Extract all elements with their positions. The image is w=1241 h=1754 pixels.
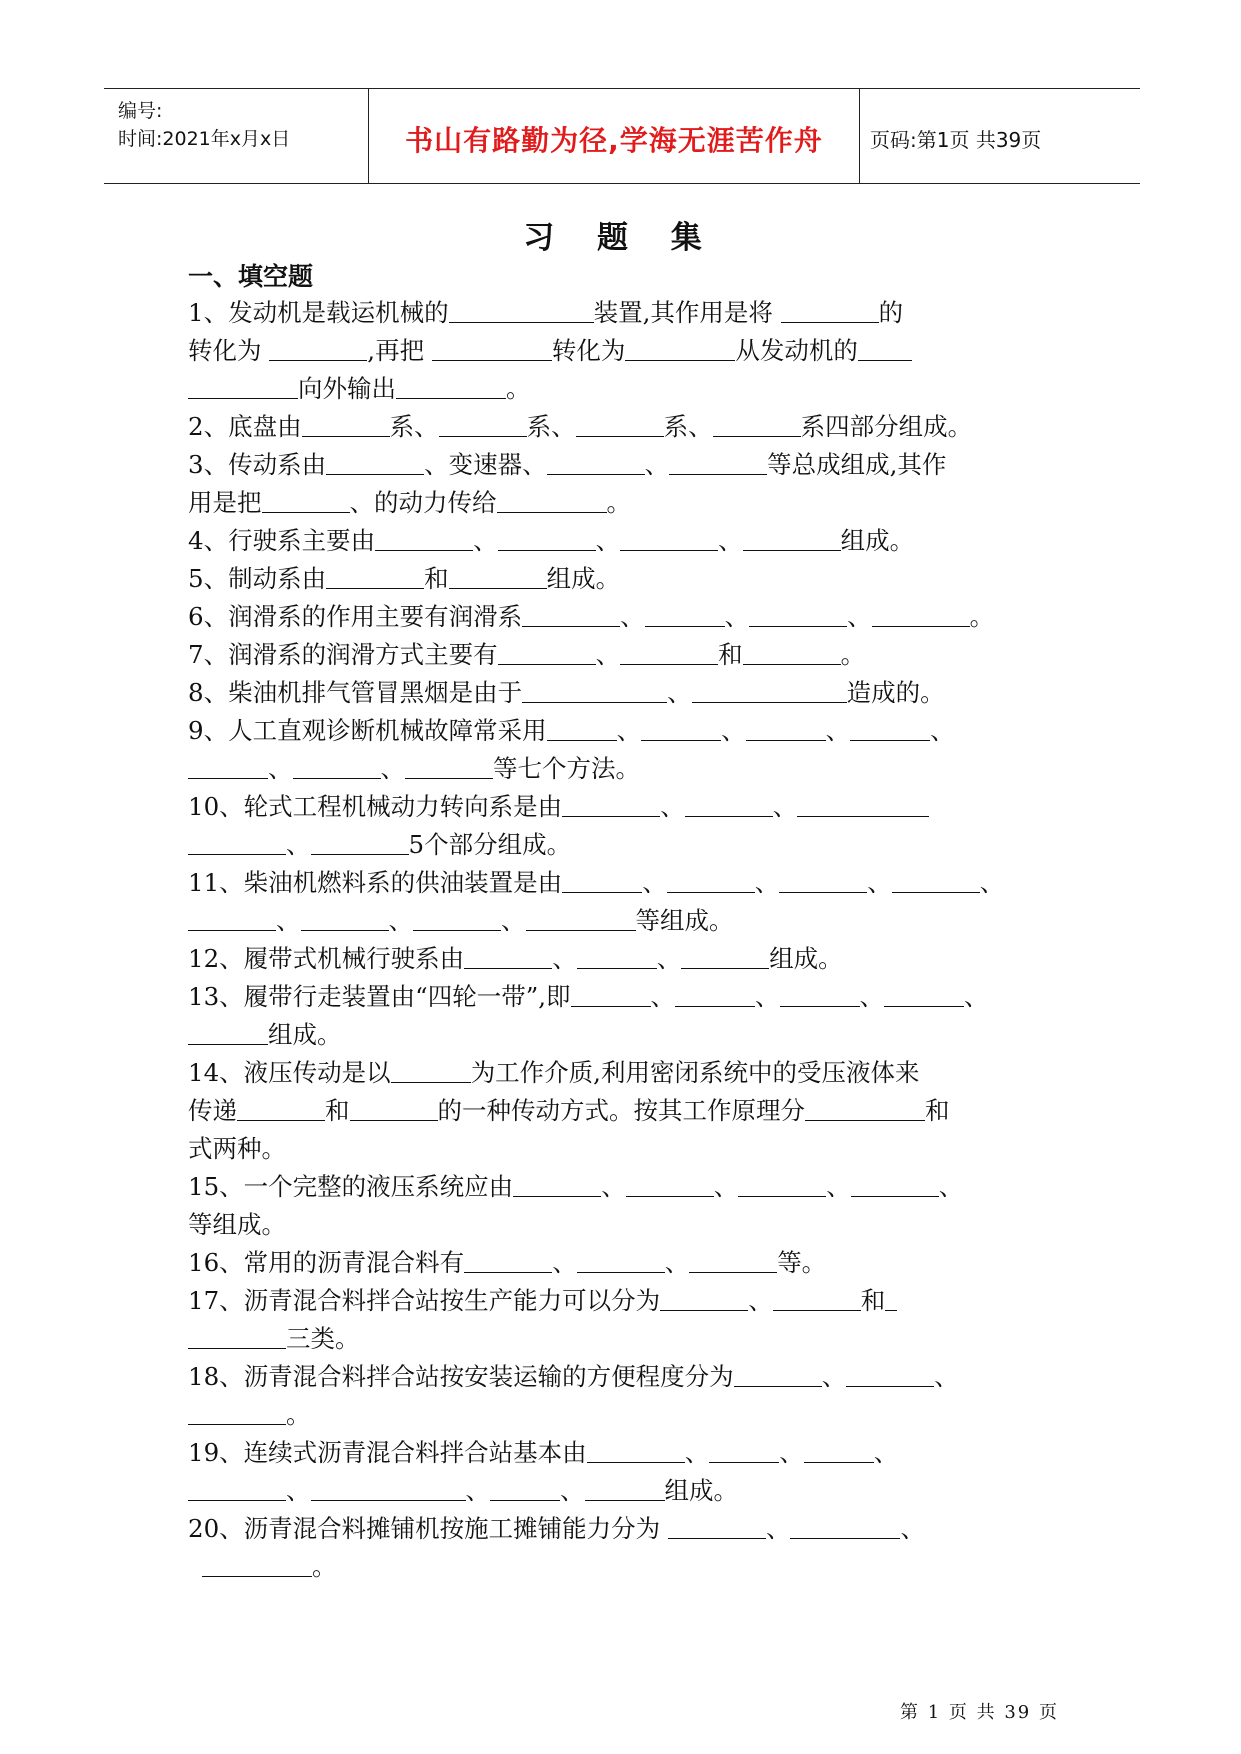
question-text: 等七个方法。 <box>493 754 640 783</box>
answer-blank[interactable] <box>237 1096 325 1121</box>
answer-blank[interactable] <box>375 526 473 551</box>
question-line <box>188 560 1088 598</box>
question-text: 。 <box>286 1400 311 1429</box>
question-text: 、 <box>930 716 955 745</box>
answer-blank[interactable] <box>781 298 879 323</box>
header-page-info: 页码:第1页 共39页 <box>870 128 1042 152</box>
answer-blank[interactable] <box>311 830 409 855</box>
question-text: 。 <box>969 602 995 631</box>
question-text: 13、履带行走装置由“四轮一带”,即 <box>188 982 571 1011</box>
question-text: 的一种传动方式。按其工作原理分 <box>437 1096 805 1125</box>
question-text: 、 <box>979 868 1005 897</box>
question-text: 、 <box>656 944 682 973</box>
question-list <box>188 294 1088 1586</box>
question-text: 和 <box>718 640 743 669</box>
question-line <box>188 1244 1088 1282</box>
document-title: 习 题 集 <box>523 220 718 256</box>
answer-blank[interactable] <box>562 868 642 893</box>
question-text: 、 <box>276 906 301 935</box>
answer-blank[interactable] <box>872 602 970 627</box>
question-text: 。 <box>312 1552 337 1581</box>
question-text: 和 <box>925 1096 950 1125</box>
answer-blank[interactable] <box>498 526 596 551</box>
question-text: 、 <box>938 1172 964 1201</box>
question-text: 5、制动系由 <box>188 564 327 593</box>
answer-blank[interactable] <box>743 640 841 665</box>
question-line <box>188 1092 1088 1130</box>
answer-blank[interactable] <box>625 336 735 361</box>
question-line <box>188 1434 1088 1472</box>
answer-blank[interactable] <box>681 944 769 969</box>
question-text: 等组成。 <box>635 906 734 935</box>
question-text: 、 <box>779 1438 804 1467</box>
question-text: 向外输出 <box>298 374 396 403</box>
question-text: 、 <box>595 640 621 669</box>
question-text: 20、沥青混合料摊铺机按施工摊铺能力分为 <box>188 1514 668 1543</box>
question-line <box>188 1396 1088 1434</box>
question-line <box>188 864 1088 902</box>
question-text: 、 <box>380 754 405 783</box>
answer-blank[interactable] <box>188 374 298 399</box>
question-text: 、 <box>755 982 780 1011</box>
question-text: 、 <box>934 1362 959 1391</box>
header-slogan: 书山有路勤为径,学海无涯苦作舟 <box>405 124 823 157</box>
question-text: 等组成。 <box>188 1210 286 1239</box>
answer-blank[interactable] <box>522 678 667 703</box>
answer-blank[interactable] <box>884 982 964 1007</box>
question-text: 、 <box>748 1286 773 1315</box>
answer-blank[interactable] <box>797 792 929 817</box>
question-line <box>188 484 1088 522</box>
answer-blank[interactable] <box>293 754 381 779</box>
answer-blank[interactable] <box>669 450 767 475</box>
answer-blank[interactable] <box>804 1438 874 1463</box>
question-text: 用是把 <box>188 488 262 517</box>
question-text: 传递 <box>188 1096 237 1125</box>
question-text: 组成。 <box>769 944 843 973</box>
answer-blank[interactable] <box>577 1248 665 1273</box>
answer-blank[interactable] <box>202 1552 312 1577</box>
question-text: 、 <box>724 602 750 631</box>
question-text: 。 <box>606 488 631 517</box>
question-line <box>188 674 1088 712</box>
question-text: 、 <box>667 678 692 707</box>
question-line <box>188 598 1088 636</box>
question-text: 、 <box>964 982 989 1011</box>
question-text: 转化为 <box>551 336 626 365</box>
question-text: 8、柴油机排气管冒黑烟是由于 <box>188 678 523 707</box>
answer-blank[interactable] <box>576 412 664 437</box>
question-line <box>188 1472 1088 1510</box>
answer-blank[interactable] <box>660 1286 748 1311</box>
answer-blank[interactable] <box>620 526 718 551</box>
question-text: 9、人工直观诊断机械故障常采用 <box>188 716 547 745</box>
answer-blank[interactable] <box>188 1324 286 1349</box>
question-text: 。 <box>840 640 866 669</box>
answer-blank[interactable] <box>188 906 276 931</box>
answer-blank[interactable] <box>585 1476 665 1501</box>
answer-blank[interactable] <box>738 1172 826 1197</box>
question-text: 组成。 <box>268 1020 342 1049</box>
question-line <box>188 902 1088 940</box>
question-text: 等总成组成,其作 <box>767 450 947 479</box>
question-text: 、 <box>859 982 885 1011</box>
question-line <box>188 712 1088 750</box>
answer-blank[interactable] <box>188 830 286 855</box>
answer-blank[interactable] <box>779 868 867 893</box>
answer-blank[interactable] <box>773 1286 861 1311</box>
question-text: 、 <box>847 602 872 631</box>
question-text: 系、 <box>389 412 439 441</box>
question-text: 2、底盘由 <box>188 412 302 441</box>
question-text: 组成。 <box>840 526 915 555</box>
question-text: 12、履带式机械行驶系由 <box>188 944 465 973</box>
question-text: 、 <box>684 1438 710 1467</box>
question-text: 10、轮式工程机械动力转向系是由 <box>188 792 563 821</box>
question-text: 14、液压传动是以 <box>188 1058 391 1087</box>
question-text: 造成的。 <box>846 678 945 707</box>
question-line <box>188 636 1088 674</box>
question-text: 、 <box>650 982 676 1011</box>
question-line <box>188 1206 1088 1244</box>
number-label: 编号: <box>118 100 163 122</box>
question-text: 、 <box>867 868 892 897</box>
answer-blank[interactable] <box>413 906 501 931</box>
question-line <box>188 1054 1088 1092</box>
question-text: 式两种。 <box>188 1134 286 1163</box>
question-text: 、 <box>268 754 293 783</box>
question-text: 和 <box>860 1286 886 1315</box>
answer-blank[interactable] <box>641 716 721 741</box>
question-text: 、 <box>601 1172 626 1201</box>
question-text: 、 <box>501 906 526 935</box>
answer-blank[interactable] <box>645 602 725 627</box>
page-header <box>104 88 1140 184</box>
answer-blank[interactable] <box>626 1172 714 1197</box>
answer-blank[interactable] <box>709 1438 779 1463</box>
question-line <box>188 1320 1088 1358</box>
answer-blank[interactable] <box>547 450 645 475</box>
answer-blank[interactable] <box>405 754 493 779</box>
answer-blank[interactable] <box>188 754 268 779</box>
question-text: 、 <box>552 944 577 973</box>
question-line <box>188 370 1088 408</box>
answer-blank[interactable] <box>326 450 424 475</box>
answer-blank[interactable] <box>391 1058 471 1083</box>
answer-blank[interactable] <box>667 868 755 893</box>
question-text: 6、润滑系的作用主要有润滑系 <box>188 602 523 631</box>
question-text: 、 <box>465 1476 490 1505</box>
question-text: 、 <box>772 792 798 821</box>
question-line <box>188 446 1088 484</box>
answer-blank[interactable] <box>587 1438 685 1463</box>
question-line <box>188 788 1088 826</box>
question-line <box>188 826 1088 864</box>
answer-blank[interactable] <box>851 1172 939 1197</box>
answer-blank[interactable] <box>685 792 773 817</box>
answer-blank[interactable] <box>805 1096 925 1121</box>
question-line <box>188 522 1088 560</box>
question-line <box>188 1548 1088 1586</box>
question-text: 、变速器、 <box>424 450 547 479</box>
question-line <box>188 332 1088 370</box>
question-line <box>188 1130 1088 1168</box>
question-line <box>188 1168 1088 1206</box>
question-text: 、 <box>821 1362 847 1391</box>
question-line <box>188 1358 1088 1396</box>
answer-blank[interactable] <box>689 1248 777 1273</box>
answer-blank[interactable] <box>885 1286 897 1311</box>
question-text: 、 <box>660 792 685 821</box>
question-text: 、 <box>754 868 780 897</box>
answer-blank[interactable] <box>350 1096 438 1121</box>
question-text: 、 <box>873 1438 899 1467</box>
answer-blank[interactable] <box>449 298 594 323</box>
question-text: 7、润滑系的润滑方式主要有 <box>188 640 498 669</box>
answer-blank[interactable] <box>547 716 617 741</box>
answer-blank[interactable] <box>858 336 912 361</box>
answer-blank[interactable] <box>490 1476 560 1501</box>
question-text: 、 <box>286 1476 311 1505</box>
answer-blank[interactable] <box>262 488 350 513</box>
section-heading: 一、填空题 <box>188 262 314 291</box>
question-text: 、 <box>825 716 851 745</box>
answer-blank[interactable] <box>526 906 636 931</box>
answer-blank[interactable] <box>301 906 389 931</box>
question-text: 、 <box>713 1172 739 1201</box>
question-text: 5个部分组成。 <box>408 830 572 859</box>
answer-blank[interactable] <box>746 716 826 741</box>
question-text: 1、发动机是载运机械的 <box>188 298 449 327</box>
question-text: 系、 <box>526 412 576 441</box>
question-text: 、 <box>552 1248 577 1277</box>
answer-blank[interactable] <box>734 1362 822 1387</box>
time-label: 时间:2021年x月x日 <box>118 128 291 150</box>
question-text: 、 <box>616 716 642 745</box>
question-text: 11、柴油机燃料系的供油装置是由 <box>188 868 563 897</box>
question-line <box>188 750 1088 788</box>
question-text: 装置,其作用是将 <box>593 298 781 327</box>
question-text: 、 <box>644 450 670 479</box>
header-meta <box>118 97 290 153</box>
question-text: 18、沥青混合料拌合站按安装运输的方便程度分为 <box>188 1362 734 1391</box>
question-text: 、 <box>620 602 645 631</box>
question-text: 的 <box>878 298 904 327</box>
question-text: 19、连续式沥青混合料拌合站基本由 <box>188 1438 587 1467</box>
question-text: 、 <box>664 1248 690 1277</box>
question-text: 、 <box>765 1514 791 1543</box>
answer-blank[interactable] <box>892 868 980 893</box>
answer-blank[interactable] <box>188 1400 286 1425</box>
question-line <box>188 294 1088 332</box>
answer-blank[interactable] <box>668 1514 766 1539</box>
question-text: 系、 <box>663 412 713 441</box>
answer-blank[interactable] <box>302 412 390 437</box>
answer-blank[interactable] <box>188 1020 268 1045</box>
question-text: 为工作介质,利用密闭系统中的受压液体来 <box>470 1058 920 1087</box>
question-line <box>188 940 1088 978</box>
question-text: 三类。 <box>286 1324 360 1353</box>
answer-blank[interactable] <box>432 336 552 361</box>
question-text: 、 <box>826 1172 851 1201</box>
answer-blank[interactable] <box>396 374 506 399</box>
answer-blank[interactable] <box>620 640 718 665</box>
answer-blank[interactable] <box>269 336 367 361</box>
answer-blank[interactable] <box>675 982 755 1007</box>
answer-blank[interactable] <box>439 412 527 437</box>
answer-blank[interactable] <box>449 564 547 589</box>
question-text: 和 <box>325 1096 350 1125</box>
question-text: ,再把 <box>367 336 432 365</box>
question-text: 。 <box>506 374 531 403</box>
answer-blank[interactable] <box>498 640 596 665</box>
question-text: 、 <box>595 526 621 555</box>
question-text: 、 <box>900 1514 925 1543</box>
answer-blank[interactable] <box>713 412 801 437</box>
answer-blank[interactable] <box>464 1248 552 1273</box>
question-text: 、 <box>286 830 311 859</box>
question-text: 组成。 <box>546 564 621 593</box>
question-text: 组成。 <box>664 1476 738 1505</box>
answer-blank[interactable] <box>749 602 847 627</box>
question-line <box>188 1282 1088 1320</box>
answer-blank[interactable] <box>311 1476 466 1501</box>
question-text: 、 <box>642 868 667 897</box>
answer-blank[interactable] <box>571 982 651 1007</box>
question-text: 系四部分组成。 <box>800 412 973 441</box>
answer-blank[interactable] <box>846 1362 934 1387</box>
question-text: 17、沥青混合料拌合站按生产能力可以分为 <box>188 1286 661 1315</box>
question-text: 等。 <box>777 1248 827 1277</box>
question-text: 、 <box>560 1476 585 1505</box>
question-line <box>188 1016 1088 1054</box>
answer-blank[interactable] <box>522 602 620 627</box>
question-line <box>188 1510 1088 1548</box>
question-text: 4、行驶系主要由 <box>188 526 376 555</box>
answer-blank[interactable] <box>790 1514 900 1539</box>
question-text: 和 <box>424 564 449 593</box>
question-text: 15、一个完整的液压系统应由 <box>188 1172 514 1201</box>
question-text: 从发动机的 <box>735 336 858 365</box>
question-text: 、 <box>718 526 743 555</box>
answer-blank[interactable] <box>326 564 424 589</box>
answer-blank[interactable] <box>562 792 660 817</box>
answer-blank[interactable] <box>513 1172 601 1197</box>
answer-blank[interactable] <box>464 944 552 969</box>
page-footer: 第 1 页 共 39 页 <box>900 1702 1059 1723</box>
answer-blank[interactable] <box>188 1476 286 1501</box>
answer-blank[interactable] <box>850 716 930 741</box>
answer-blank[interactable] <box>743 526 841 551</box>
question-line <box>188 978 1088 1016</box>
question-line <box>188 408 1088 446</box>
question-text: 16、常用的沥青混合料有 <box>188 1248 465 1277</box>
question-text: 转化为 <box>188 336 270 365</box>
answer-blank[interactable] <box>780 982 860 1007</box>
question-text: 、 <box>388 906 413 935</box>
question-text: 、的动力传给 <box>349 488 497 517</box>
answer-blank[interactable] <box>497 488 607 513</box>
header-divider <box>859 89 860 183</box>
answer-blank[interactable] <box>577 944 657 969</box>
question-text: 3、传动系由 <box>188 450 327 479</box>
question-text: 、 <box>721 716 746 745</box>
answer-blank[interactable] <box>692 678 847 703</box>
question-text: 、 <box>473 526 498 555</box>
